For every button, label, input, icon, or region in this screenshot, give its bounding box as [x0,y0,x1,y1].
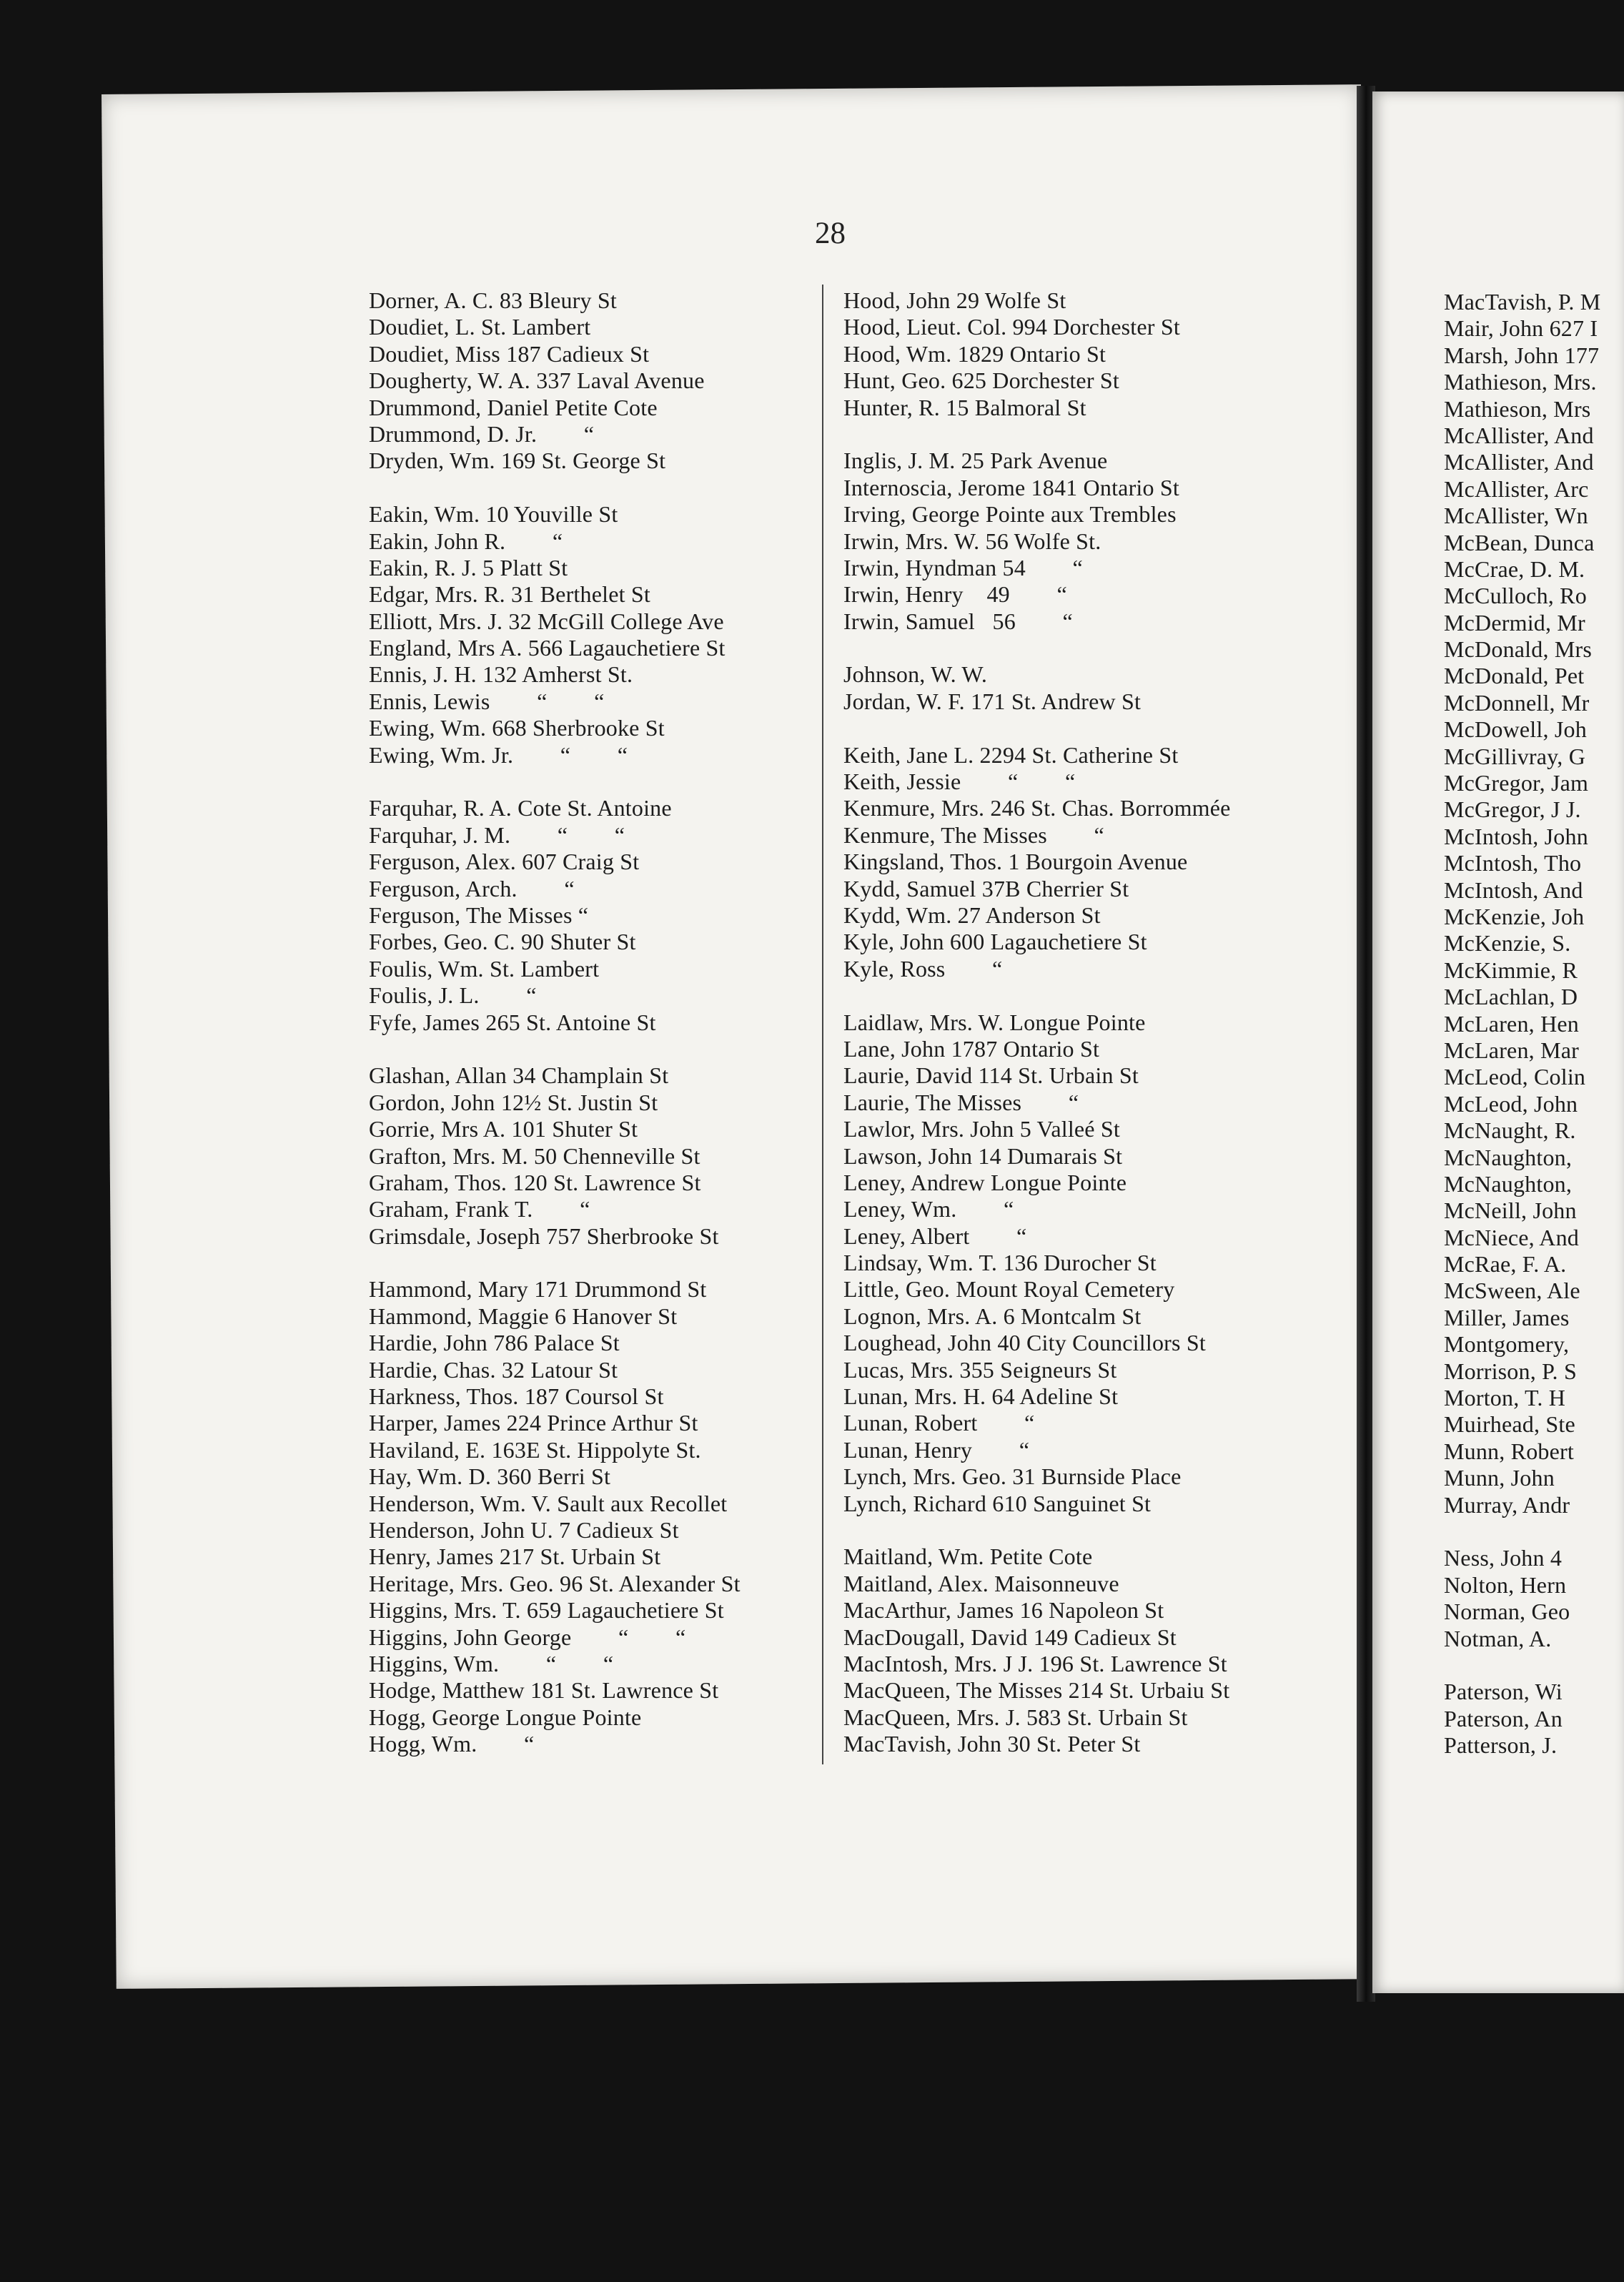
directory-entry: McSween, Ale [1444,1278,1580,1304]
directory-entry: Drummond, Daniel Petite Cote [369,394,658,420]
directory-entry: Gordon, John 12½ St. Justin St [369,1089,658,1115]
directory-entry: Hood, Wm. 1829 Ontario St [843,340,1106,367]
directory-entry: Notman, A. [1444,1625,1552,1651]
directory-column-3 [1444,289,1624,1759]
directory-entry: Ewing, Wm. 668 Sherbrooke St [369,715,665,741]
directory-entry: Ennis, Lewis “ “ [369,688,605,714]
directory-entry: McIntosh, Tho [1444,850,1582,876]
directory-entry: Irwin, Hyndman 54 “ [843,554,1083,581]
directory-entry: Jordan, W. F. 171 St. Andrew St [843,688,1142,714]
directory-entry: Foulis, Wm. St. Lambert [369,955,600,982]
directory-entry: Lunan, Mrs. H. 64 Adeline St [843,1383,1119,1410]
directory-entry: Gorrie, Mrs A. 101 Shuter St [369,1116,638,1142]
directory-entry: Morrison, P. S [1444,1358,1577,1384]
directory-entry: Foulis, J. L. “ [369,982,537,1009]
directory-entry: Irving, George Pointe aux Trembles [843,501,1177,528]
directory-entry: McNiece, And [1444,1224,1580,1250]
directory-entry: Paterson, An [1444,1705,1563,1732]
directory-entry: Forbes, Geo. C. 90 Shuter St [369,929,636,955]
directory-entry: Doudiet, L. St. Lambert [369,314,591,340]
directory-entry: Hardie, John 786 Palace St [369,1330,620,1356]
directory-entry: MacQueen, The Misses 214 St. Urbaiu St [843,1677,1230,1704]
directory-entry: McLaren, Hen [1444,1010,1579,1037]
directory-entry: McRae, F. A. [1444,1251,1567,1278]
group-separator [369,1036,741,1062]
directory-entry: Lognon, Mrs. A. 6 Montcalm St [843,1303,1142,1329]
directory-entry: McCrae, D. M. [1444,555,1585,582]
directory-entry: Inglis, J. M. 25 Park Avenue [843,448,1108,474]
directory-entry: Irwin, Samuel 56 “ [843,608,1073,634]
directory-entry: McGregor, Jam [1444,770,1589,796]
directory-entry: Maitland, Alex. Maisonneuve [843,1570,1119,1596]
directory-entry: MacDougall, David 149 Cadieux St [843,1624,1177,1650]
directory-entry: Higgins, Wm. “ “ [369,1650,614,1676]
directory-entry: Ness, John 4 [1444,1545,1563,1571]
directory-entry: England, Mrs A. 566 Lagauchetiere St [369,635,726,661]
group-separator [1444,1652,1624,1679]
directory-entry: Lynch, Richard 610 Sanguinet St [843,1490,1152,1516]
directory-entry: Kyle, John 600 Lagauchetiere St [843,929,1147,955]
directory-entry: Ennis, J. H. 132 Amherst St. [369,661,633,688]
directory-entry: Mair, John 627 I [1444,315,1598,342]
directory-entry: Lane, John 1787 Ontario St [843,1035,1100,1062]
directory-entry: Henderson, Wm. V. Sault aux Recollet [369,1490,728,1516]
directory-entry: Murray, Andr [1444,1491,1570,1518]
directory-entry: Fyfe, James 265 St. Antoine St [369,1009,656,1035]
directory-entry: Hardie, Chas. 32 Latour St [369,1356,618,1383]
directory-entry: Dorner, A. C. 83 Bleury St [369,287,618,313]
directory-entry: Loughead, John 40 City Councillors St [843,1330,1206,1356]
directory-entry: Higgins, John George “ “ [369,1624,686,1650]
directory-entry: McLeod, Colin [1444,1064,1586,1090]
directory-entry: Doudiet, Miss 187 Cadieux St [369,340,650,367]
directory-entry: Lunan, Henry “ [843,1436,1030,1463]
column-divider [822,285,823,1764]
directory-entry: Johnson, W. W. [843,661,988,688]
directory-entry: Eakin, R. J. 5 Platt St [369,554,568,581]
directory-entry: McIntosh, John [1444,823,1588,849]
directory-entry: Leney, Andrew Longue Pointe [843,1169,1127,1195]
directory-entry: McDonald, Pet [1444,663,1585,689]
directory-entry: McAllister, And [1444,422,1594,448]
group-separator [843,635,1231,661]
directory-entry: MacTavish, John 30 St. Peter St [843,1731,1141,1757]
directory-entry: McAllister, Arc [1444,475,1589,502]
directory-entry: Lunan, Robert “ [843,1410,1035,1436]
directory-entry: Henderson, John U. 7 Cadieux St [369,1516,679,1543]
directory-entry: Graham, Thos. 120 St. Lawrence St [369,1169,701,1195]
directory-entry: McDermid, Mr [1444,609,1585,636]
directory-entry: McDowell, Joh [1444,716,1587,743]
group-separator [1444,1518,1624,1545]
directory-entry: Mathieson, Mrs [1444,395,1591,422]
directory-entry: Farquhar, J. M. “ “ [369,821,625,848]
directory-entry: Munn, John [1444,1465,1555,1491]
group-separator [843,982,1231,1009]
directory-entry: Montgomery, [1444,1331,1570,1358]
directory-entry: Norman, Geo [1444,1599,1570,1625]
directory-entry: Hammond, Mary 171 Drummond St [369,1276,707,1303]
directory-entry: Leney, Albert “ [843,1222,1027,1249]
directory-entry: Higgins, Mrs. T. 659 Lagauchetiere St [369,1597,724,1624]
directory-entry: Maitland, Wm. Petite Cote [843,1543,1093,1570]
directory-entry: Ferguson, The Misses “ [369,902,589,928]
directory-entry: MacArthur, James 16 Napoleon St [843,1597,1164,1624]
group-separator [843,421,1231,448]
directory-entry: Kenmure, Mrs. 246 St. Chas. Borrommée [843,795,1231,821]
directory-entry: Harkness, Thos. 187 Coursol St [369,1383,664,1410]
directory-entry: Hay, Wm. D. 360 Berri St [369,1463,611,1490]
directory-column-1 [369,287,741,1757]
directory-entry: MacQueen, Mrs. J. 583 St. Urbain St [843,1704,1188,1730]
directory-entry: McNaughton, [1444,1170,1573,1197]
directory-entry: Ferguson, Arch. “ [369,875,575,902]
directory-entry: Haviland, E. 163E St. Hippolyte St. [369,1436,701,1463]
page-number: 28 [815,217,846,250]
directory-entry: Lawson, John 14 Dumarais St [843,1142,1123,1169]
directory-entry: Ferguson, Alex. 607 Craig St [369,849,640,875]
directory-entry: Hood, Lieut. Col. 994 Dorchester St [843,314,1180,340]
directory-entry: Morton, T. H [1444,1385,1566,1411]
directory-entry: Laurie, The Misses “ [843,1089,1079,1115]
directory-entry: McKenzie, Joh [1444,903,1585,929]
directory-entry: Edgar, Mrs. R. 31 Berthelet St [369,581,650,608]
directory-entry: Hodge, Matthew 181 St. Lawrence St [369,1677,719,1704]
directory-entry: McLeod, John [1444,1090,1578,1117]
directory-entry: MacTavish, P. M [1444,289,1601,315]
directory-entry: McLaren, Mar [1444,1037,1579,1063]
directory-entry: McIntosh, And [1444,876,1583,903]
directory-entry: Keith, Jessie “ “ [843,769,1076,795]
directory-entry: Internoscia, Jerome 1841 Ontario St [843,474,1179,500]
directory-entry: Farquhar, R. A. Cote St. Antoine [369,795,672,821]
directory-entry: Ewing, Wm. Jr. “ “ [369,741,628,768]
directory-entry: Kydd, Wm. 27 Anderson St [843,902,1101,928]
directory-entry: Heritage, Mrs. Geo. 96 St. Alexander St [369,1570,741,1596]
directory-entry: Kingsland, Thos. 1 Bourgoin Avenue [843,849,1188,875]
directory-entry: McAllister, Wn [1444,503,1588,529]
directory-entry: Graham, Frank T. “ [369,1196,590,1222]
directory-entry: Hammond, Maggie 6 Hanover St [369,1303,678,1329]
directory-entry: McNeill, John [1444,1197,1577,1224]
directory-entry: McDonald, Mrs [1444,636,1593,663]
directory-entry: McAllister, And [1444,449,1594,475]
directory-entry: Mathieson, Mrs. [1444,369,1597,395]
directory-entry: McGregor, J J. [1444,796,1581,823]
directory-entry: Kenmure, The Misses “ [843,821,1104,848]
directory-entry: Laidlaw, Mrs. W. Longue Pointe [843,1009,1146,1035]
directory-entry: Hogg, George Longue Pointe [369,1704,642,1730]
group-separator [369,769,741,795]
directory-entry: Kyle, Ross “ [843,955,1003,982]
directory-entry: Harper, James 224 Prince Arthur St [369,1410,698,1436]
directory-entry: Grafton, Mrs. M. 50 Chenneville St [369,1142,700,1169]
directory-entry: Laurie, David 114 St. Urbain St [843,1062,1139,1089]
group-separator [843,1517,1231,1543]
directory-entry: Keith, Jane L. 2294 St. Catherine St [843,741,1179,768]
directory-entry: McBean, Dunca [1444,529,1595,555]
directory-entry: Irwin, Mrs. W. 56 Wolfe St. [843,528,1101,554]
directory-entry: Eakin, Wm. 10 Youville St [369,501,618,528]
directory-entry: Muirhead, Ste [1444,1411,1575,1438]
directory-entry: Lynch, Mrs. Geo. 31 Burnside Place [843,1463,1182,1490]
directory-entry: Dryden, Wm. 169 St. George St [369,448,666,474]
directory-entry: Paterson, Wi [1444,1679,1563,1705]
directory-entry: McLachlan, D [1444,984,1578,1010]
directory-entry: Nolton, Hern [1444,1571,1567,1598]
directory-entry: Glashan, Allan 34 Champlain St [369,1062,669,1089]
directory-column-2 [843,287,1231,1757]
directory-entry: Lucas, Mrs. 355 Seigneurs St [843,1356,1117,1383]
directory-entry: Lawlor, Mrs. John 5 Valleé St [843,1116,1121,1142]
directory-entry: Elliott, Mrs. J. 32 McGill College Ave [369,608,724,634]
directory-entry: Hunter, R. 15 Balmoral St [843,394,1086,420]
directory-entry: Drummond, D. Jr. “ [369,420,595,447]
directory-entry: McKenzie, S. [1444,930,1571,957]
group-separator [843,715,1231,741]
group-separator [369,475,741,501]
directory-entry: Miller, James [1444,1304,1570,1330]
directory-entry: Leney, Wm. “ [843,1196,1014,1222]
directory-entry: Little, Geo. Mount Royal Cemetery [843,1276,1175,1303]
directory-entry: McCulloch, Ro [1444,583,1587,609]
directory-entry: Hogg, Wm. “ [369,1731,535,1757]
directory-entry: Grimsdale, Joseph 757 Sherbrooke St [369,1222,719,1249]
directory-entry: McNaughton, [1444,1144,1573,1170]
directory-entry: Munn, Robert [1444,1438,1574,1464]
group-separator [369,1250,741,1276]
directory-entry: Patterson, J. [1444,1732,1558,1759]
directory-entry: Lindsay, Wm. T. 136 Durocher St [843,1250,1157,1276]
directory-entry: Dougherty, W. A. 337 Laval Avenue [369,367,705,394]
directory-entry: Irwin, Henry 49 “ [843,581,1067,608]
directory-entry: McKimmie, R [1444,957,1578,983]
directory-entry: McGillivray, G [1444,743,1586,769]
directory-entry: Marsh, John 177 [1444,342,1600,368]
directory-entry: Kydd, Samuel 37B Cherrier St [843,875,1129,902]
directory-entry: MacIntosh, Mrs. J J. 196 St. Lawrence St [843,1650,1227,1676]
directory-entry: Henry, James 217 St. Urbain St [369,1543,661,1570]
directory-entry: Hunt, Geo. 625 Dorchester St [843,367,1119,394]
directory-entry: McNaught, R. [1444,1117,1576,1144]
directory-entry: Hood, John 29 Wolfe St [843,287,1066,313]
directory-entry: Eakin, John R. “ [369,528,563,554]
directory-entry: McDonnell, Mr [1444,689,1590,716]
